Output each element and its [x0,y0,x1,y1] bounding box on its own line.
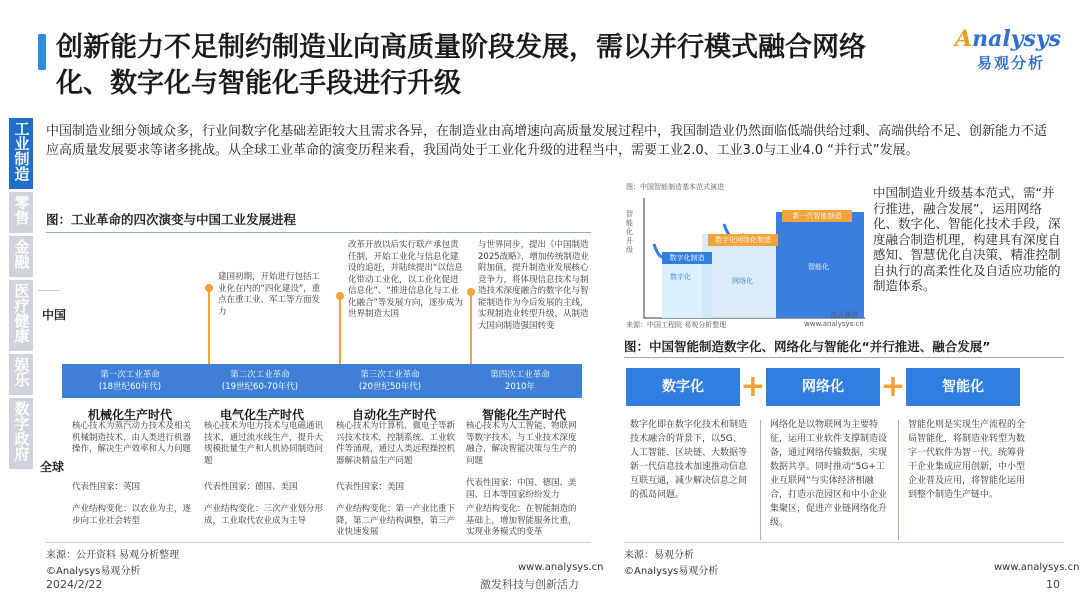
desc-separator [760,420,761,540]
title-accent-bar [38,34,46,70]
era-label-4 [460,364,580,398]
left-source: 来源：公开资料 易观分析整理 [46,550,180,561]
china-stage-2: 改革开放以后实行联产承包责任制，开始工业化与信息化建设的追赶，并陆续提出“以信息化带动工业化，以工业化促进信息化”、“推进信息化与工业化融合”等发展方向，逐步成为世界制造大国 [348,240,463,319]
sidebar-label: 工业制造 [12,121,31,181]
sidebar-label: 娱乐 [12,357,31,387]
right-figure-title: 图：中国智能制造数字化、网络化与智能化“并行推进、融合发展” [624,339,991,354]
china-stage-3: 与世界同步，提出《中国制造2025战略》，增加传统制造业附加值，提升制造业发展核心竞争力，将体现信息技术与制造技术深度融合的数字化与智能制造作为今后发展的主线，实现制造业转型升级，从制造大国向制造强国转变 [478,240,589,331]
mini-chart-caption: 图：中国智能制造基本范式演进 [626,183,724,191]
era-label-2 [200,364,320,398]
divider [38,290,60,291]
era-country-4: 代表性国家：中国、德国、美国、日本等国家纷纷发力 [466,478,577,500]
sidebar-label: 医疗健康 [12,283,31,343]
sidebar-item-health[interactable] [9,280,33,351]
era-head-4: 智能化生产时代 [482,408,567,422]
era-core-4: 核心技术为人工智能、物联网等数字技术，与工业技术深度融合，解决智能决策与生产的问题 [466,421,577,466]
timeline-pin-dot [467,288,475,296]
timeline-pin [339,296,341,364]
mini-step-1: 数字化制造 [662,252,712,264]
sidebar-label: 零售 [12,195,31,225]
sidebar-item-entertainment[interactable] [9,354,33,395]
page-number: 10 [1046,578,1060,591]
left-figure-rule [46,232,591,233]
era-name: 第四次工业革命 [490,370,550,380]
sidebar-item-retail[interactable] [9,192,33,233]
era-change-4: 产业结构变化：在智能制造的基础上，增加智能服务比重，实现业务模式的变革 [466,504,577,537]
era-name: 第三次工业革命 [360,370,420,380]
plus-icon: + [740,369,766,404]
mini-chart-ylabel: 智能化升级 [626,210,633,254]
mini-sub-3: 智能化 [808,263,829,271]
sidebar-label: 数字政府 [12,401,31,461]
sidebar-label: 金融 [12,239,31,269]
box-digital: 数字化 [626,368,740,406]
logo-cn: 易观分析 [977,54,1046,72]
era-core-1: 核心技术为蒸汽动力技术及相关机械制造技术，由人类进行机器操作，解决生产效率和人力问题 [72,421,192,454]
timeline-pin [208,288,210,364]
mini-chart-source: 来源：中国工程院 易观分析整理 [626,321,727,329]
era-core-3: 核心技术为计算机、微电子等新兴技术技术，控制系统、工业软件等涌现，通过人类远程操控机器解决精益生产问题 [336,421,456,466]
footer-slogan: 激发科技与创新活力 [480,578,579,591]
analysys-logo [955,26,1065,82]
mini-chart-xlabel: 范式演进 [830,311,858,319]
era-label-3 [330,364,450,398]
desc-separator [898,420,899,540]
box-network: 网络化 [766,368,880,406]
timeline-pin-dot [336,292,344,300]
desc-digital: 数字化即在数字化技术和制造技术融合的背景下，以5G、人工智能、区块链、大数据等新一代信息技术加速推动信息互联互通，减少解决信息之间的孤岛问题。 [630,420,748,500]
footer-date: 2024/2/22 [46,578,103,591]
box-intelligent: 智能化 [906,368,1020,406]
era-country-3: 代表性国家：美国 [336,482,405,492]
era-label-1 [70,364,190,398]
left-footer-rule [46,542,591,543]
sidebar-nav [9,118,33,472]
right-url: www.analysys.cn [994,562,1080,573]
era-time: (19世纪60-70年代) [221,382,299,392]
era-country-2: 代表性国家：德国、美国 [204,482,298,492]
row-label-china: 中国 [42,308,67,322]
plus-icon: + [880,369,906,404]
timeline-pin [470,292,472,364]
era-head-1: 机械化生产时代 [88,408,173,422]
intro-paragraph: 中国制造业细分领域众多，行业间数字化基础差距较大且需求各异，在制造业由高增速向高质量发展过程中，我国制造业仍然面临低端供给过剩、高端供给不足、创新能力不适应高质量发展要求等诸多挑战。从全球工业革命的演变历程来看，我国尚处于工业化升级的进程当中，需要工业2.0、工业3.0与工业4.0 “并行式”发展。 [46,124,1048,158]
logo-letter: A [955,26,973,52]
left-figure-title: 图：工业革命的四次演变与中国工业发展进程 [46,212,297,227]
mini-sub-1: 数字化 [670,273,691,281]
era-time: (20世纪50年代) [358,382,422,392]
sidebar-item-finance[interactable] [9,236,33,277]
era-head-2: 电气化生产时代 [220,408,305,422]
row-label-global: 全球 [40,460,65,474]
mini-step-2: 数字化网络化制造 [708,234,778,246]
mini-chart-url: www.analysys.cn [804,320,864,328]
logo-word: nalysys [972,26,1062,52]
right-figure-rule [624,357,1064,358]
china-stage-1: 建国初期，开始进行包括工业化在内的“四化建设”，重点在重工业、军工等方面发力 [218,272,321,317]
era-head-3: 自动化生产时代 [352,408,437,422]
desc-intelligent: 智能化则是实现生产流程的全局智能化，将制造业转型为数字一代软件为智一代。统筹骨干企业集成应用创新，中小型企业普及应用，将智能化运用到整个制造生产链中。 [908,420,1026,500]
right-footer-rule [624,542,1064,543]
desc-network: 网络化是以物联网为主要特征，运用工业软件支撑制造设备，通过网络传输数据，实现数据共享。同时推动“5G+工业互联网”与实体经济相融合，打造示范园区和中小企业集聚区，促进产业链网络化升级。 [770,420,888,528]
era-country-1: 代表性国家：英国 [72,482,141,492]
era-time: 2010年 [504,382,536,392]
right-paragraph: 中国制造业升级基本范式，需“并行推进，融合发展”，运用网络化、数字化、智能化技术手段，深度融合制造机理，构建具有深度自感知、智慧优化自决策、精准控制自执行的高柔性化及自适应功能的制造体系。 [873,185,1061,293]
era-name: 第二次工业革命 [230,370,290,380]
page-title: 创新能力不足制约制造业向高质量阶段发展，需以并行模式融合网络化、数字化与智能化手段进行升级 [56,32,866,99]
sidebar-item-manufacturing[interactable] [9,118,33,189]
left-url: www.analysys.cn [518,562,604,573]
right-source: 来源：易观分析 [624,550,694,561]
left-copyright: ©Analysys易观分析 [46,566,141,577]
era-change-2: 产业结构变化：三次产业划分形成，工业取代农业成为主导 [204,504,324,526]
sidebar-item-government[interactable] [9,398,33,469]
era-change-3: 产业结构变化：第一产业比重下降，第二产业结构调整，第三产业快速发展 [336,504,456,537]
era-change-1: 产业结构变化：以农业为主，逐步向工业社会转型 [72,504,192,526]
timeline-pin-dot [205,284,213,292]
era-time: (18世纪60年代) [98,382,162,392]
mini-step-3: 新一代智能制造 [782,210,852,222]
era-core-2: 核心技术为电力技术与电磁通讯技术，通过流水线生产，提升大规模批量生产和人机协同制造问题 [204,421,324,466]
mini-sub-2: 网络化 [732,277,753,285]
era-name: 第一次工业革命 [100,370,160,380]
right-copyright: ©Analysys易观分析 [624,566,719,577]
